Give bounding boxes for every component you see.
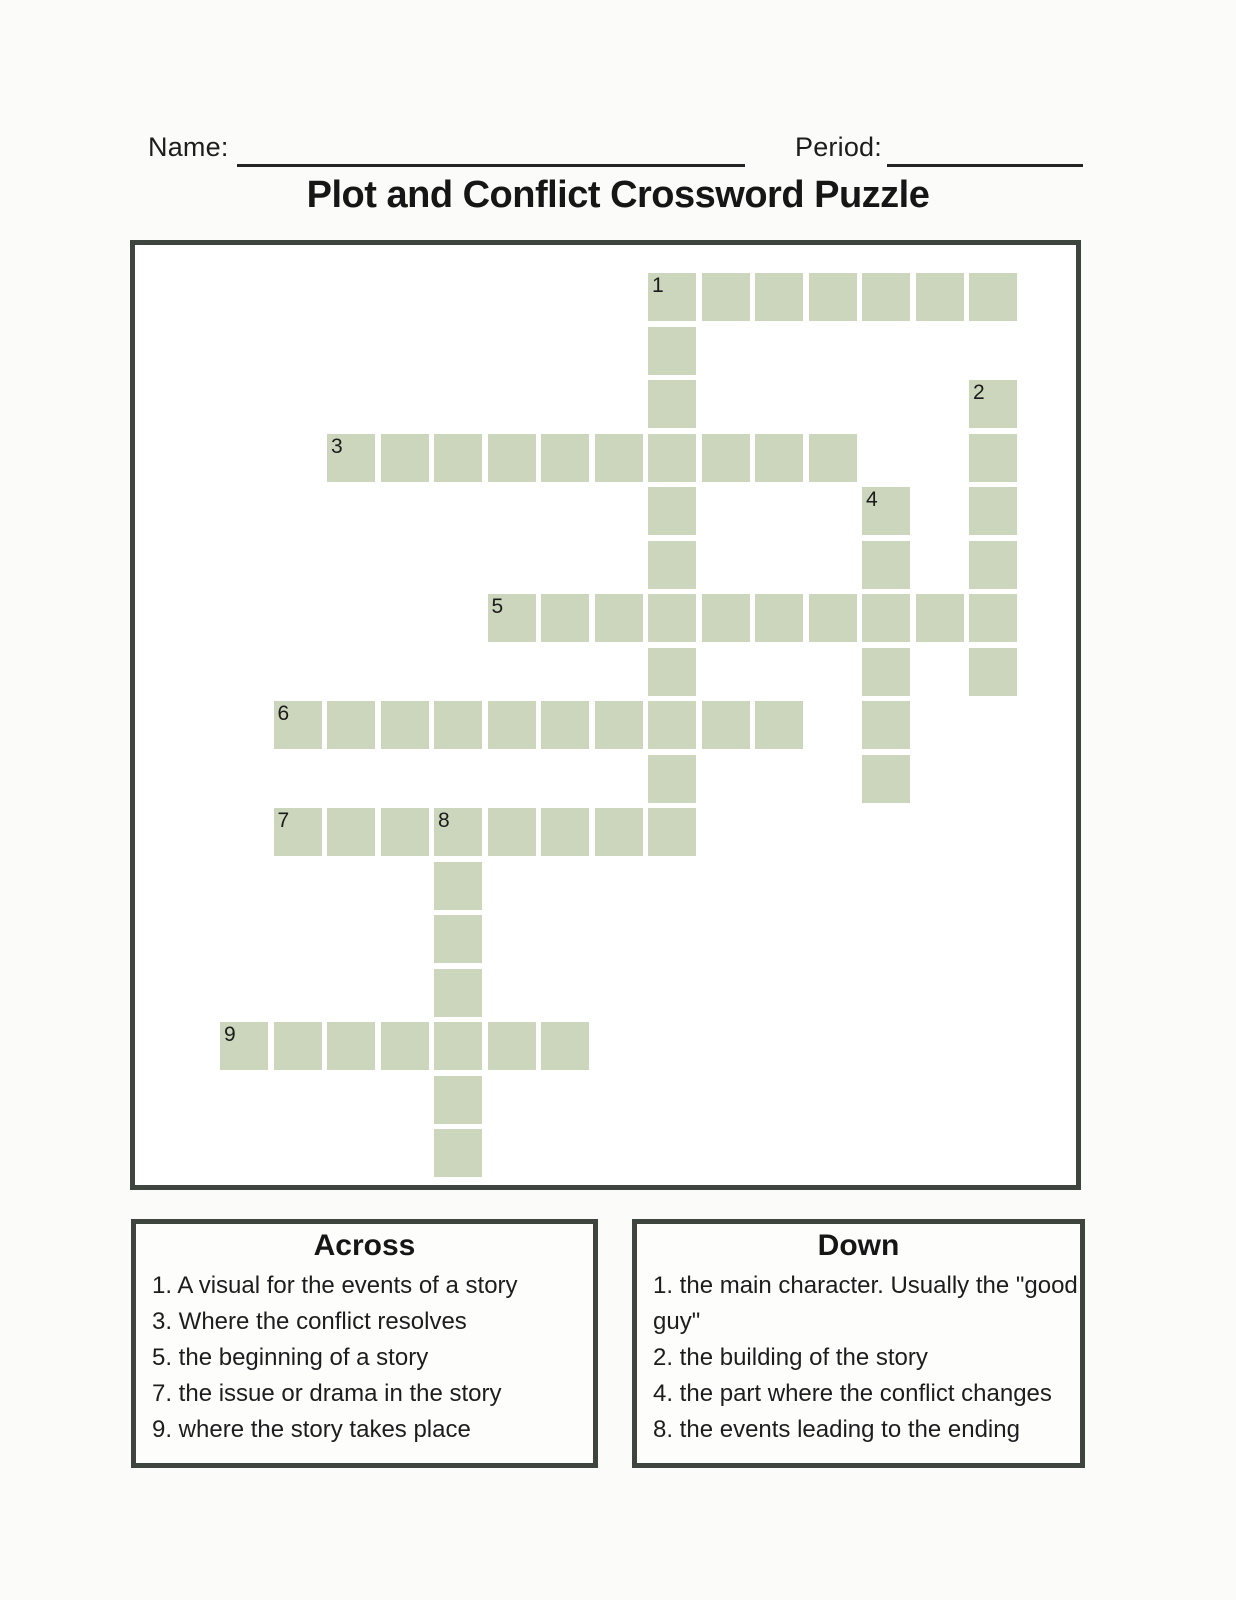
page-title: Plot and Conflict Crossword Puzzle (306, 174, 930, 216)
cell-number-8: 8 (438, 809, 450, 832)
crossword-cell-r14c1[interactable] (274, 1022, 322, 1070)
crossword-cell-r3c4[interactable] (434, 434, 482, 482)
crossword-cell-r8c5[interactable] (488, 701, 536, 749)
across-clue-3: 3. Where the conflict resolves (152, 1308, 467, 1335)
crossword-cell-r10c6[interactable] (541, 808, 589, 856)
crossword-cell-r0c10[interactable] (755, 273, 803, 321)
cell-number-2: 2 (973, 381, 985, 404)
crossword-cell-r1c8[interactable] (648, 327, 696, 375)
crossword-cell-r14c2[interactable] (327, 1022, 375, 1070)
crossword-cell-r6c7[interactable] (595, 594, 643, 642)
down-clues-title: Down (817, 1229, 900, 1262)
crossword-cell-r9c8[interactable] (648, 755, 696, 803)
crossword-cell-r8c8[interactable] (648, 701, 696, 749)
crossword-cell-r14c0[interactable] (220, 1022, 268, 1070)
cell-number-5: 5 (491, 595, 504, 618)
crossword-cell-r2c8[interactable] (648, 380, 696, 428)
cell-number-9: 9 (224, 1023, 236, 1046)
down-clue-8: 8. the events leading to the ending (653, 1416, 1020, 1443)
crossword-cell-r6c13[interactable] (916, 594, 964, 642)
crossword-cell-r3c8[interactable] (648, 434, 696, 482)
crossword-cell-r6c14[interactable] (969, 594, 1017, 642)
crossword-cell-r2c14[interactable] (969, 380, 1017, 428)
cell-number-1: 1 (652, 274, 664, 297)
across-clue-5: 5. the beginning of a story (152, 1344, 429, 1371)
crossword-cell-r10c3[interactable] (381, 808, 429, 856)
down-clue-2: 2. the building of the story (653, 1344, 928, 1371)
crossword-cell-r3c6[interactable] (541, 434, 589, 482)
crossword-cell-r3c10[interactable] (755, 434, 803, 482)
down-clues-list (653, 1268, 1080, 1448)
across-clue-7: 7. the issue or drama in the story (152, 1380, 502, 1407)
name-label: Name: (148, 132, 229, 162)
crossword-cell-r3c7[interactable] (595, 434, 643, 482)
down-clues-box (632, 1219, 1085, 1468)
crossword-cell-r8c7[interactable] (595, 701, 643, 749)
crossword-cell-r0c12[interactable] (862, 273, 910, 321)
crossword-cell-r6c6[interactable] (541, 594, 589, 642)
crossword-cell-r3c9[interactable] (702, 434, 750, 482)
crossword-cell-r4c8[interactable] (648, 487, 696, 535)
across-clues-list (152, 1268, 591, 1448)
crossword-cell-r8c1[interactable] (274, 701, 322, 749)
period-label: Period: (795, 132, 882, 162)
crossword-cell-r10c1[interactable] (274, 808, 322, 856)
crossword-cell-r16c4[interactable] (434, 1129, 482, 1177)
crossword-cell-r9c12[interactable] (862, 755, 910, 803)
crossword-cell-r8c2[interactable] (327, 701, 375, 749)
crossword-cell-r14c4[interactable] (434, 1022, 482, 1070)
crossword-cell-r8c3[interactable] (381, 701, 429, 749)
crossword-cell-r8c9[interactable] (702, 701, 750, 749)
crossword-cell-r6c12[interactable] (862, 594, 910, 642)
crossword-cell-r14c6[interactable] (541, 1022, 589, 1070)
crossword-cell-r7c12[interactable] (862, 648, 910, 696)
crossword-cell-r10c2[interactable] (327, 808, 375, 856)
crossword-cell-r6c5[interactable] (488, 594, 536, 642)
crossword-cell-r8c12[interactable] (862, 701, 910, 749)
crossword-cell-r8c6[interactable] (541, 701, 589, 749)
crossword-cell-r7c8[interactable] (648, 648, 696, 696)
down-clue-4: 4. the part where the conflict changes (653, 1380, 1052, 1407)
crossword-cell-r0c9[interactable] (702, 273, 750, 321)
across-clues-box (131, 1219, 598, 1468)
crossword-cell-r10c7[interactable] (595, 808, 643, 856)
crossword-cell-r10c4[interactable] (434, 808, 482, 856)
down-clue-1: 1. the main character. Usually the "good guy" (653, 1272, 1078, 1335)
crossword-cell-r3c2[interactable] (327, 434, 375, 482)
crossword-cell-r8c10[interactable] (755, 701, 803, 749)
name-blank-underline[interactable] (237, 164, 745, 167)
crossword-cell-r13c4[interactable] (434, 969, 482, 1017)
across-clue-1: 1. A visual for the events of a story (152, 1272, 518, 1299)
crossword-cell-r5c14[interactable] (969, 541, 1017, 589)
cell-number-7: 7 (277, 809, 290, 832)
crossword-cell-r14c5[interactable] (488, 1022, 536, 1070)
cell-number-6: 6 (277, 702, 290, 725)
crossword-cell-r6c10[interactable] (755, 594, 803, 642)
crossword-cell-r0c11[interactable] (809, 273, 857, 321)
crossword-cell-r6c9[interactable] (702, 594, 750, 642)
crossword-grid-box (130, 240, 1081, 1190)
crossword-cell-r8c4[interactable] (434, 701, 482, 749)
crossword-cell-r15c4[interactable] (434, 1076, 482, 1124)
cell-number-4: 4 (866, 488, 878, 511)
crossword-cell-r0c14[interactable] (969, 273, 1017, 321)
across-clue-9: 9. where the story takes place (152, 1416, 471, 1443)
crossword-cell-r11c4[interactable] (434, 862, 482, 910)
crossword-cell-r0c13[interactable] (916, 273, 964, 321)
across-clues-title: Across (313, 1229, 416, 1262)
crossword-cell-r10c5[interactable] (488, 808, 536, 856)
crossword-cell-r0c8[interactable] (648, 273, 696, 321)
crossword-cell-r10c8[interactable] (648, 808, 696, 856)
crossword-cell-r3c5[interactable] (488, 434, 536, 482)
crossword-cell-r3c3[interactable] (381, 434, 429, 482)
crossword-cell-r6c8[interactable] (648, 594, 696, 642)
crossword-cell-r3c11[interactable] (809, 434, 857, 482)
crossword-cell-r12c4[interactable] (434, 915, 482, 963)
crossword-cell-r14c3[interactable] (381, 1022, 429, 1070)
period-blank-underline[interactable] (887, 164, 1083, 167)
crossword-cell-r4c14[interactable] (969, 487, 1017, 535)
cell-number-3: 3 (331, 434, 343, 458)
crossword-cell-r5c8[interactable] (648, 541, 696, 589)
crossword-cell-r4c12[interactable] (862, 487, 910, 535)
crossword-cell-r7c14[interactable] (969, 648, 1017, 696)
crossword-cell-r5c12[interactable] (862, 541, 910, 589)
crossword-cell-r3c14[interactable] (969, 434, 1017, 482)
crossword-cell-r6c11[interactable] (809, 594, 857, 642)
